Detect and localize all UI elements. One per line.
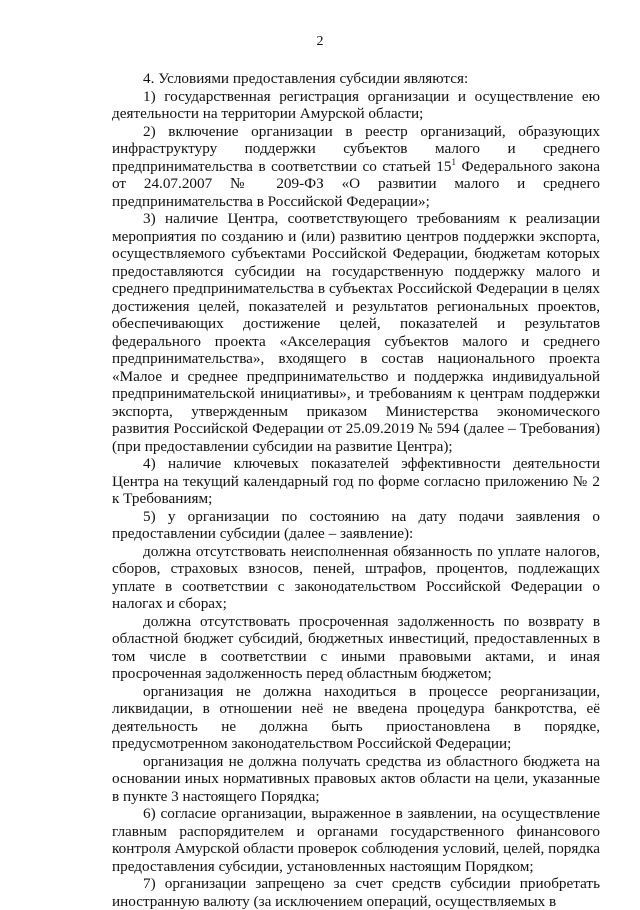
paragraph-other-funding: организация не должна получать средства из областного бюджета на основании иных нормативных правовых актов области на цели, указанные в пункте 3 настоящего Порядка; xyxy=(112,752,600,805)
superscript-article-index: 1 xyxy=(451,156,456,167)
paragraph-condition-1: 1) государственная регистрация организации и осуществление ею деятельности на территории Амурской области; xyxy=(112,87,600,122)
paragraph-condition-2-part-1: 2) включение организации в реестр организаций, образующих инфраструктуру поддержки субъектов малого и среднего предпринимательства в соответствии со статьей 15 xyxy=(112,122,600,175)
paragraph-condition-7: 7) организации запрещено за счет средств субсидии приобретать иностранную валюту (за исключением операций, осуществляемых в xyxy=(112,875,600,910)
document-body xyxy=(112,70,600,910)
paragraph-item-4-heading: 4. Условиями предоставления субсидии являются: xyxy=(143,70,469,87)
paragraph-condition-4: 4) наличие ключевых показателей эффективности деятельности Центра на текущий календарный год по форме согласно приложению № 2 к Требованиям; xyxy=(112,455,600,507)
paragraph-overdue-debt: должна отсутствовать просроченная задолженность по возврату в областной бюджет субсидий, бюджетных инвестиций, предоставленных в том числе в соответствии с иными правовыми актами, и иная просроченная задолженность перед областным бюджетом; xyxy=(112,612,600,682)
paragraph-condition-2-part-2: Федерального закона от 24.07.2007 № 209-ФЗ «О развитии малого и среднего предпринимательства в Российской Федерации»; xyxy=(112,157,600,210)
paragraph-condition-3: 3) наличие Центра, соответствующего требованиям к реализации мероприятия по созданию и (или) развитию центров поддержки экспорта, осуществляемого субъектами Российской Федерации, бюджетам которых предоставляются субсидии на государственную поддержку малого и среднего предпринимательства в субъектах Российской Федерации в целях достижения целей, показателей и результатов региональных проектов, обеспечивающих достижение целей, показателей и результатов федерального проекта «Акселерация субъектов малого и среднего предпринимательства», входящего в состав национального проекта «Малое и среднее предпринимательство и поддержка индивидуальной предпринимательской инициативы», и требованиям к центрам поддержки экспорта, утвержденным приказом Министерства экономического развития Российской Федерации от 25.09.2019 № 594 (далее – Требования) (при предоставлении субсидии на развитие Центра); xyxy=(112,210,600,455)
paragraph-condition-5: 5) у организации по состоянию на дату подачи заявления о предоставлении субсидии (далее – заявление): xyxy=(112,507,600,542)
paragraph-condition-6: 6) согласие организации, выраженное в заявлении, на осуществление главным распорядителем и органами государственного финансового контроля Амурской области проверок соблюдения условий, целей, порядка предоставления субсидии, установленных настоящим Порядком; xyxy=(112,805,600,875)
page-number: 2 xyxy=(316,34,324,49)
paragraph-tax-debt: должна отсутствовать неисполненная обязанность по уплате налогов, сборов, страховых взносов, пеней, штрафов, процентов, подлежащих уплате в соответствии с законодательством Российской Федерации о налогах и сборах; xyxy=(112,542,600,612)
paragraph-reorganization: организация не должна находиться в процессе реорганизации, ликвидации, в отношении неё не введена процедура банкротства, её деятельность не должна быть приостановлена в порядке, предусмотренном законодательством Российской Федерации; xyxy=(112,682,600,752)
paragraph-condition-2 xyxy=(112,123,600,211)
